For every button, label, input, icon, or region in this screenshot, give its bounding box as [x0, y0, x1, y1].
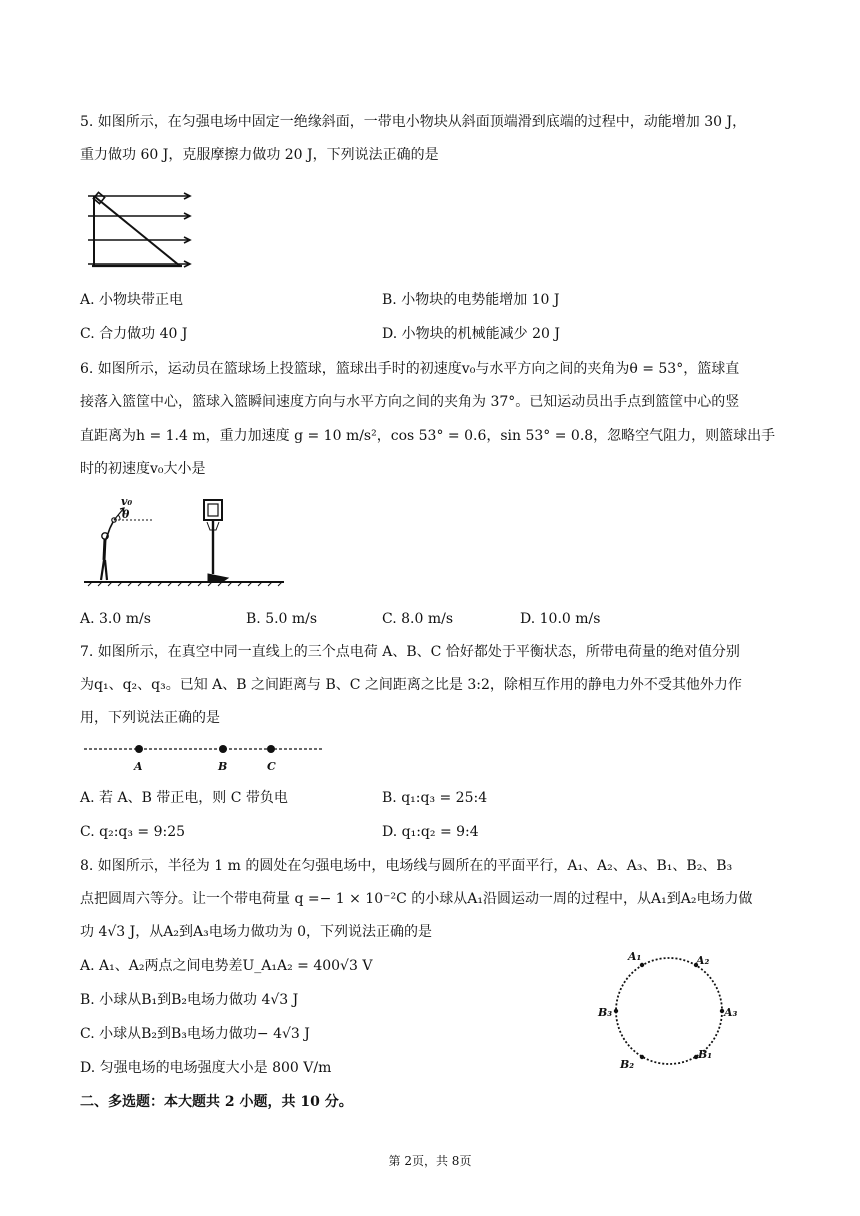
- q7-option-a: A. 若 A、B 带正电，则 C 带负电: [80, 790, 288, 806]
- q8-fig-label-a1: A₁: [628, 950, 642, 963]
- q7-stem-line3: 用，下列说法正确的是: [80, 710, 220, 726]
- q8-stem-line1: 8. 如图所示，半径为 1 m 的圆处在匀强电场中，电场线与圆所在的平面平行，A₁、A₂、A₃、B₁、B₂、B₃: [80, 858, 733, 874]
- q5-option-d: D. 小物块的机械能减少 20 J: [382, 326, 560, 342]
- q7-stem-line2: 为q₁、q₂、q₃。已知 A、B 之间距离与 B、C 之间距离之比是 3:2，除相互作用的静电力外不受其他外力作: [80, 677, 742, 693]
- q5-option-b: B. 小物块的电势能增加 10 J: [382, 292, 560, 308]
- q6-stem-line2: 接落入篮筐中心，篮球入篮瞬间速度方向与水平方向之间的夹角为 37°。已知运动员出手点到篮筐中心的竖: [80, 394, 740, 410]
- q8-stem-line2: 点把圆周六等分。让一个带电荷量 q =− 1 × 10⁻²C 的小球从A₁沿圆运动一周的过程中，从A₁到A₂电场力做: [80, 891, 753, 907]
- q7-option-c: C. q₂:q₃ = 9:25: [80, 824, 186, 840]
- q6-stem-line4: 时的初速度v₀大小是: [80, 461, 206, 477]
- q6-option-b: B. 5.0 m/s: [246, 611, 318, 627]
- q5-stem-line1: 5. 如图所示，在匀强电场中固定一绝缘斜面，一带电小物块从斜面顶端滑到底端的过程中，动能增加 30 J，: [80, 114, 747, 130]
- q7-option-b: B. q₁:q₃ = 25:4: [382, 790, 488, 806]
- q7-stem-line1: 7. 如图所示，在真空中同一直线上的三个点电荷 A、B、C 恰好都处于平衡状态，所带电荷量的绝对值分别: [80, 644, 740, 660]
- page-footer: 第 2页，共 8页: [388, 1154, 472, 1168]
- q5-option-c: C. 合力做功 40 J: [80, 326, 188, 342]
- q8-fig-label-a2: A₂: [696, 954, 710, 967]
- q5-option-a: A. 小物块带正电: [80, 292, 184, 308]
- q6-fig-v0-label: v₀: [121, 495, 133, 508]
- q8-fig-label-b1: B₁: [698, 1048, 713, 1061]
- q6-stem-line3: 直距离为h = 1.4 m，重力加速度 g = 10 m/s²，cos 53° = 0.6，sin 53° = 0.8，忽略空气阻力，则篮球出手: [80, 428, 776, 444]
- q7-charges-figure: [84, 738, 324, 774]
- q8-stem-line3: 功 4√3 J，从A₂到A₃电场力做功为 0，下列说法正确的是: [80, 924, 433, 940]
- q5-stem-line2: 重力做功 60 J，克服摩擦力做功 20 J，下列说法正确的是: [80, 147, 439, 163]
- q8-option-a: A. A₁、A₂两点之间电势差U_A₁A₂ = 400√3 V: [80, 958, 373, 974]
- q8-option-c: C. 小球从B₂到B₃电场力做功− 4√3 J: [80, 1026, 310, 1042]
- q7-fig-label-b: B: [218, 760, 228, 773]
- q8-fig-label-a3: A₃: [724, 1006, 738, 1019]
- q5-incline-figure: [86, 188, 192, 270]
- q7-option-d: D. q₁:q₂ = 9:4: [382, 824, 479, 840]
- q8-option-d: D. 匀强电场的电场强度大小是 800 V/m: [80, 1060, 332, 1076]
- section-heading-multiple-choice: 二、多选题：本大题共 2 小题，共 10 分。: [80, 1094, 353, 1110]
- q7-fig-label-a: A: [134, 760, 143, 773]
- q6-fig-theta-label: θ: [122, 508, 130, 521]
- q6-stem-line1: 6. 如图所示，运动员在篮球场上投篮球，篮球出手时的初速度v₀与水平方向之间的夹角为θ = 53°，篮球直: [80, 361, 740, 377]
- q6-option-c: C. 8.0 m/s: [382, 611, 454, 627]
- q6-basketball-figure: [84, 494, 284, 592]
- q8-fig-label-b2: B₂: [620, 1058, 635, 1071]
- q8-fig-label-b3: B₃: [598, 1006, 613, 1019]
- q8-option-b: B. 小球从B₁到B₂电场力做功 4√3 J: [80, 992, 299, 1008]
- q8-circle-figure: [596, 946, 746, 1074]
- q6-option-d: D. 10.0 m/s: [520, 611, 601, 627]
- q7-fig-label-c: C: [267, 760, 276, 773]
- q6-option-a: A. 3.0 m/s: [80, 611, 151, 627]
